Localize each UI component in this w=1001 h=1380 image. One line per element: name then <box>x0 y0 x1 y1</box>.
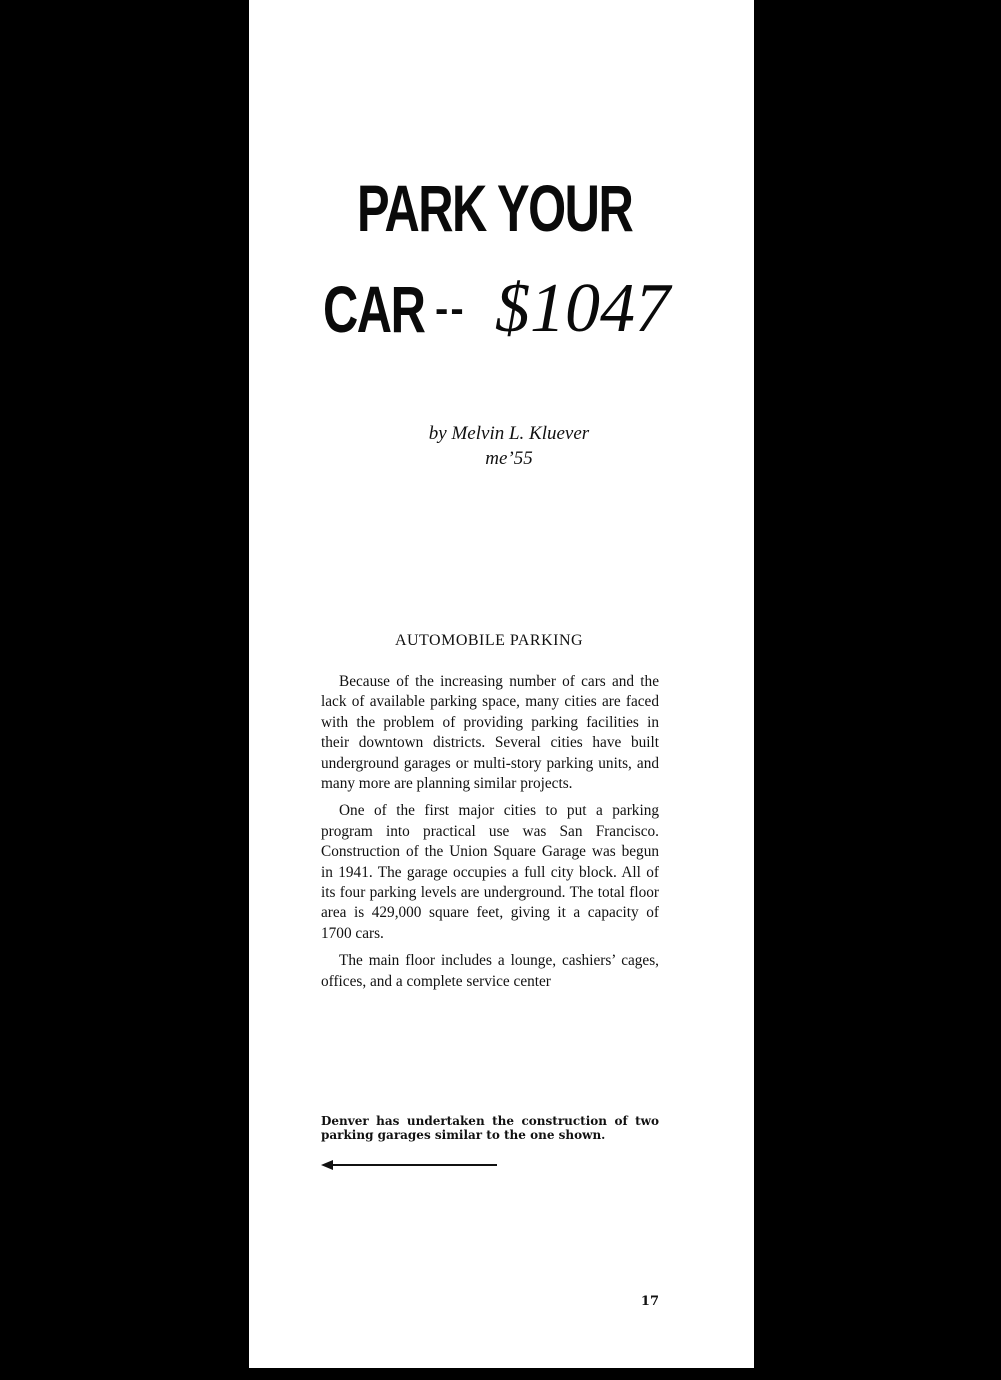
article-title-price: $1047 <box>495 270 670 347</box>
section-heading: AUTOMOBILE PARKING <box>394 632 584 649</box>
article-title-line-1: PARK YOUR <box>357 171 633 245</box>
article-title-line-2 <box>323 264 670 354</box>
article-title-car: CAR <box>323 272 425 346</box>
body-paragraph-1: Because of the increasing number of cars and the lack of available parking space, many cities are faced with the problem of providing parking facilities in their downtown districts. Several cities have built underground garages or multi-story parking units, and many more are planning similar projects. <box>321 673 659 793</box>
byline-class-year: me’55 <box>485 448 533 469</box>
left-arrow-icon <box>321 1158 497 1172</box>
body-paragraph-2: One of the first major cities to put a parking program into practical use was San Francisco. Construction of the Union Square Garage was begun in 1941. The garage occupies a full city block. All of its four parking levels are underground. The total floor area is 429,000 square feet, giving it a capacity of 1700 cars. <box>321 802 659 942</box>
magazine-page <box>249 0 754 1368</box>
byline-author: by Melvin L. Kluever <box>428 423 590 444</box>
page-number: 17 <box>640 1294 659 1309</box>
article-body <box>321 672 659 999</box>
body-paragraph-3: The main floor includes a lounge, cashiers’ cages, offices, and a complete service center <box>321 952 659 990</box>
photo-caption: Denver has undertaken the construction of two parking garages similar to the one shown. <box>321 1114 659 1142</box>
article-title-dash: -- <box>435 287 466 331</box>
